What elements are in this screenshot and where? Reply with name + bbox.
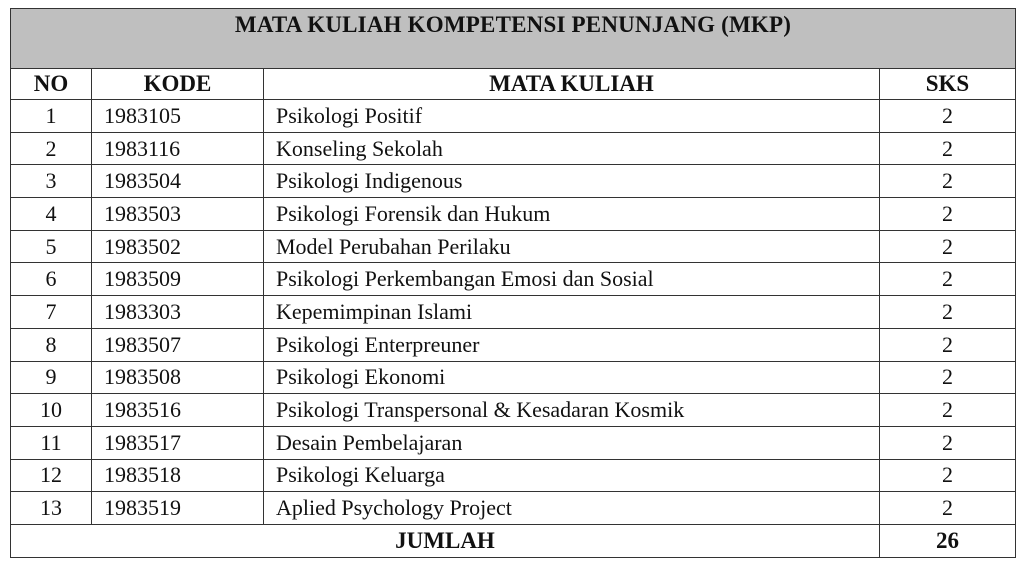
cell-no: 9 xyxy=(11,361,92,394)
cell-mata-kuliah: Psikologi Forensik dan Hukum xyxy=(264,198,880,231)
cell-kode: 1983503 xyxy=(92,198,264,231)
cell-kode: 1983105 xyxy=(92,100,264,133)
cell-no: 6 xyxy=(11,263,92,296)
cell-kode: 1983518 xyxy=(92,459,264,492)
cell-kode: 1983502 xyxy=(92,230,264,263)
cell-kode: 1983507 xyxy=(92,328,264,361)
cell-kode: 1983516 xyxy=(92,394,264,427)
cell-no: 12 xyxy=(11,459,92,492)
cell-mata-kuliah: Psikologi Transpersonal & Kesadaran Kosmik xyxy=(264,394,880,427)
cell-no: 5 xyxy=(11,230,92,263)
cell-kode: 1983303 xyxy=(92,296,264,329)
table-row xyxy=(11,459,1016,492)
cell-sks: 2 xyxy=(880,100,1016,133)
cell-sks: 2 xyxy=(880,426,1016,459)
cell-kode: 1983508 xyxy=(92,361,264,394)
course-table xyxy=(10,8,1016,558)
cell-mata-kuliah: Psikologi Perkembangan Emosi dan Sosial xyxy=(264,263,880,296)
cell-kode: 1983519 xyxy=(92,492,264,525)
cell-mata-kuliah: Psikologi Positif xyxy=(264,100,880,133)
table-row xyxy=(11,328,1016,361)
table-row xyxy=(11,198,1016,231)
cell-mata-kuliah: Konseling Sekolah xyxy=(264,132,880,165)
table-row xyxy=(11,394,1016,427)
cell-sks: 2 xyxy=(880,263,1016,296)
cell-kode: 1983509 xyxy=(92,263,264,296)
total-label: JUMLAH xyxy=(11,524,880,557)
cell-mata-kuliah: Kepemimpinan Islami xyxy=(264,296,880,329)
cell-sks: 2 xyxy=(880,459,1016,492)
cell-sks: 2 xyxy=(880,198,1016,231)
cell-sks: 2 xyxy=(880,230,1016,263)
cell-no: 7 xyxy=(11,296,92,329)
cell-kode: 1983517 xyxy=(92,426,264,459)
cell-no: 2 xyxy=(11,132,92,165)
table-header-row xyxy=(11,69,1016,100)
cell-mata-kuliah: Psikologi Enterpreuner xyxy=(264,328,880,361)
cell-mata-kuliah: Model Perubahan Perilaku xyxy=(264,230,880,263)
table-row xyxy=(11,263,1016,296)
cell-mata-kuliah: Psikologi Ekonomi xyxy=(264,361,880,394)
cell-kode: 1983504 xyxy=(92,165,264,198)
cell-no: 13 xyxy=(11,492,92,525)
table-row xyxy=(11,492,1016,525)
table-row xyxy=(11,165,1016,198)
cell-sks: 2 xyxy=(880,296,1016,329)
cell-sks: 2 xyxy=(880,361,1016,394)
cell-no: 1 xyxy=(11,100,92,133)
total-sks: 26 xyxy=(880,524,1016,557)
table-row xyxy=(11,296,1016,329)
course-table-body xyxy=(11,9,1016,558)
cell-no: 8 xyxy=(11,328,92,361)
cell-sks: 2 xyxy=(880,132,1016,165)
cell-kode: 1983116 xyxy=(92,132,264,165)
header-mata-kuliah: MATA KULIAH xyxy=(264,69,880,100)
table-title-row xyxy=(11,9,1016,69)
table-row xyxy=(11,426,1016,459)
cell-mata-kuliah: Psikologi Indigenous xyxy=(264,165,880,198)
cell-sks: 2 xyxy=(880,328,1016,361)
cell-no: 4 xyxy=(11,198,92,231)
cell-no: 11 xyxy=(11,426,92,459)
table-title: MATA KULIAH KOMPETENSI PENUNJANG (MKP) xyxy=(11,9,1016,69)
cell-sks: 2 xyxy=(880,165,1016,198)
table-row xyxy=(11,361,1016,394)
table-total-row xyxy=(11,524,1016,557)
cell-no: 10 xyxy=(11,394,92,427)
cell-mata-kuliah: Aplied Psychology Project xyxy=(264,492,880,525)
cell-sks: 2 xyxy=(880,394,1016,427)
table-row xyxy=(11,100,1016,133)
table-row xyxy=(11,132,1016,165)
header-kode: KODE xyxy=(92,69,264,100)
cell-no: 3 xyxy=(11,165,92,198)
cell-mata-kuliah: Desain Pembelajaran xyxy=(264,426,880,459)
cell-sks: 2 xyxy=(880,492,1016,525)
table-row xyxy=(11,230,1016,263)
header-sks: SKS xyxy=(880,69,1016,100)
cell-mata-kuliah: Psikologi Keluarga xyxy=(264,459,880,492)
course-table-container xyxy=(10,8,1015,558)
header-no: NO xyxy=(11,69,92,100)
